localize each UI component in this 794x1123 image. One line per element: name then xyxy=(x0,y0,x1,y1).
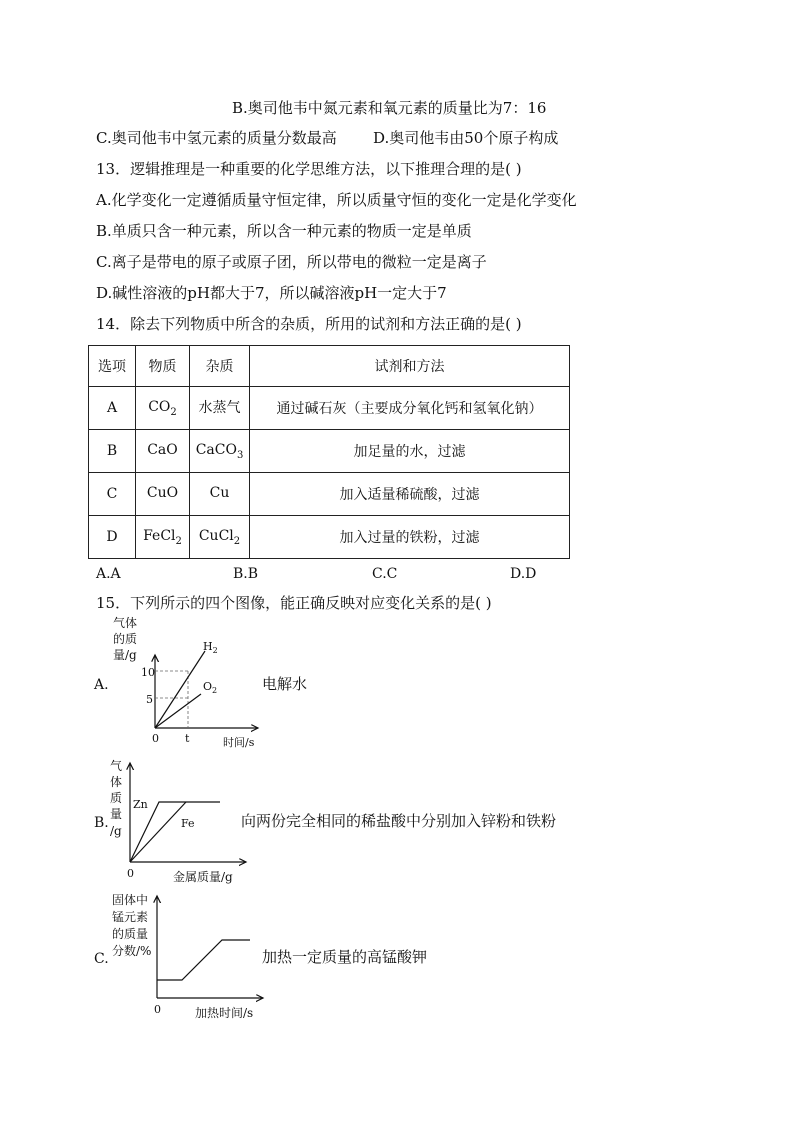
table-cell-method: 加入适量稀硫酸，过滤 xyxy=(250,473,570,516)
y-axis-label-4: 分数/% xyxy=(112,944,152,958)
table-cell-method: 加入过量的铁粉，过滤 xyxy=(250,516,570,559)
table-header-row xyxy=(89,346,570,387)
h2-line xyxy=(155,651,205,728)
table-cell-method: 通过碱石灰（主要成分氧化钙和氢氧化钠） xyxy=(250,387,570,430)
q14-answer-d: D.D xyxy=(510,566,537,582)
q15-a-label: A. xyxy=(94,677,109,693)
q15-c-graph xyxy=(107,890,272,1025)
q15-a-description: 电解水 xyxy=(262,675,308,693)
table-cell-substance: FeCl$_2$ xyxy=(136,516,190,559)
zn-line xyxy=(130,802,220,862)
x-tick-t: t xyxy=(185,732,190,745)
table-cell-option: C xyxy=(89,473,136,516)
y-axis-label-1: 固体中 xyxy=(112,893,149,907)
fe-label: Fe xyxy=(181,817,195,830)
q13-option-c: C.离子是带电的原子或原子团，所以带电的微粒一定是离子 xyxy=(96,253,487,271)
table-cell-substance: CaO xyxy=(136,430,190,473)
o2-label: $O_2$ xyxy=(203,680,218,695)
zn-label: Zn xyxy=(133,798,148,811)
fe-line xyxy=(130,802,186,862)
y-axis-label-5: /g xyxy=(110,824,122,838)
y-axis-label-1: 气体 xyxy=(113,616,138,630)
table-header-cell: 杂质 xyxy=(190,346,250,387)
q15-b-graph xyxy=(103,755,253,890)
q15-b-label: B. xyxy=(94,815,109,831)
q12-option-d: D.奥司他韦由50个原子构成 xyxy=(373,129,559,147)
q15-stem: 15．下列所示的四个图像，能正确反映对应变化关系的是( ) xyxy=(96,594,492,612)
y-axis-label-3: 量/g xyxy=(113,648,137,662)
table-cell-method: 加足量的水，过滤 xyxy=(250,430,570,473)
origin-label: 0 xyxy=(127,867,134,880)
table-row xyxy=(89,516,570,559)
table-cell-impurity: CuCl$_2$ xyxy=(190,516,250,559)
o2-line xyxy=(155,694,201,728)
q14-answer-a: A.A xyxy=(96,566,121,582)
origin-label: 0 xyxy=(154,1003,161,1016)
x-axis-label: 加热时间/s xyxy=(195,1006,254,1020)
q13-stem: 13．逻辑推理是一种重要的化学思维方法，以下推理合理的是( ) xyxy=(96,160,522,178)
q15-a-graph xyxy=(105,615,270,750)
table-cell-impurity: 水蒸气 xyxy=(190,387,250,430)
y-axis-label-2: 锰元素 xyxy=(112,910,149,924)
q14-answer-c: C.C xyxy=(372,566,398,582)
y-axis-label-3: 质 xyxy=(110,791,123,805)
y-axis-label-1: 气 xyxy=(110,759,123,773)
table-cell-substance: CuO xyxy=(136,473,190,516)
y-tick-5: 5 xyxy=(146,693,153,706)
x-axis-label: 时间/s xyxy=(223,736,255,749)
q12-option-c: C.奥司他韦中氢元素的质量分数最高 xyxy=(96,129,337,147)
table-cell-option: D xyxy=(89,516,136,559)
q15-c-label: C. xyxy=(94,951,109,967)
table-row xyxy=(89,430,570,473)
y-axis-label-2: 体 xyxy=(110,775,123,789)
q13-option-b: B.单质只含一种元素，所以含一种元素的物质一定是单质 xyxy=(96,222,472,240)
mn-fraction-line xyxy=(157,940,250,980)
q14-answer-b: B.B xyxy=(233,566,259,582)
table-header-cell: 选项 xyxy=(89,346,136,387)
table-cell-impurity: Cu xyxy=(190,473,250,516)
table-cell-substance: $CO_2$ xyxy=(136,387,190,430)
q15-b-description: 向两份完全相同的稀盐酸中分别加入锌粉和铁粉 xyxy=(241,812,557,830)
y-axis-label-4: 量 xyxy=(110,807,123,821)
y-tick-10: 10 xyxy=(141,666,155,679)
q12-option-b: B.奥司他韦中氮元素和氧元素的质量比为7：16 xyxy=(232,99,547,117)
table-cell-impurity: CaCO$_3$ xyxy=(190,430,250,473)
h2-label: $H_2$ xyxy=(203,640,218,655)
origin-label: 0 xyxy=(152,732,159,745)
q13-option-d: D.碱性溶液的pH都大于7，所以碱溶液pH一定大于7 xyxy=(96,284,447,302)
table-header-cell: 试剂和方法 xyxy=(250,346,570,387)
table-row xyxy=(89,387,570,430)
q14-table xyxy=(88,345,570,559)
table-row xyxy=(89,473,570,516)
q13-option-a: A.化学变化一定遵循质量守恒定律，所以质量守恒的变化一定是化学变化 xyxy=(96,191,577,209)
q14-stem: 14．除去下列物质中所含的杂质，所用的试剂和方法正确的是( ) xyxy=(96,315,522,333)
y-axis-label-2: 的质 xyxy=(113,632,138,646)
x-axis-label: 金属质量/g xyxy=(173,870,233,884)
y-axis-label-3: 的质量 xyxy=(112,927,149,941)
table-header-cell: 物质 xyxy=(136,346,190,387)
q15-c-description: 加热一定质量的高锰酸钾 xyxy=(262,948,428,966)
table-cell-option: A xyxy=(89,387,136,430)
table-cell-option: B xyxy=(89,430,136,473)
